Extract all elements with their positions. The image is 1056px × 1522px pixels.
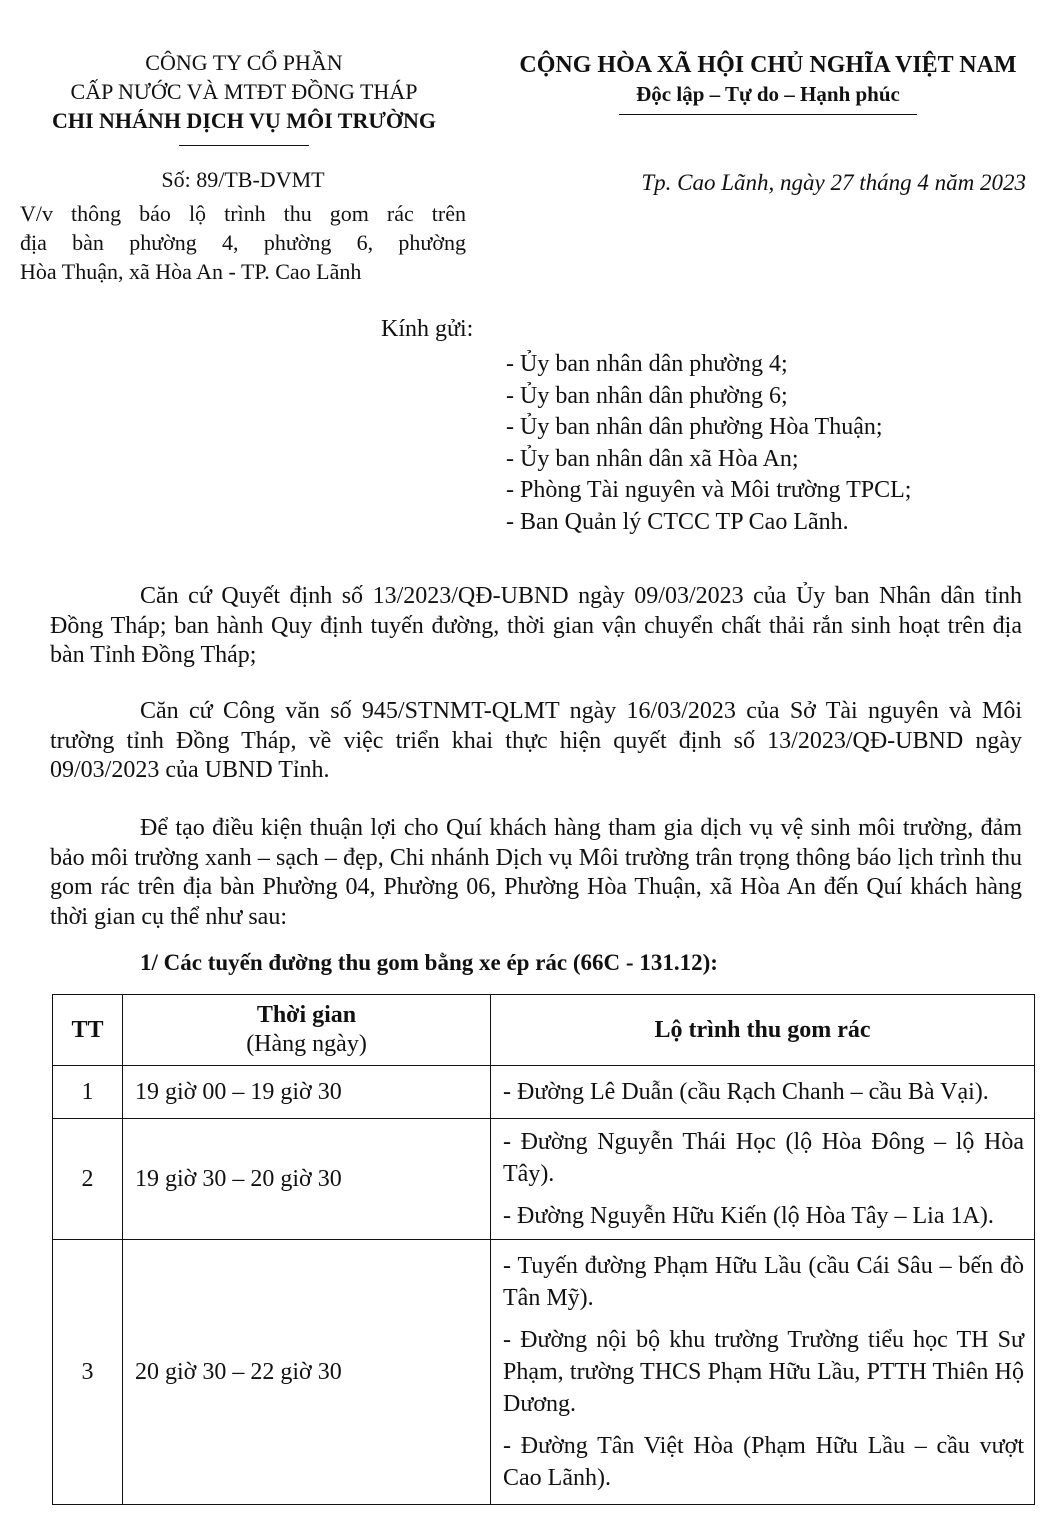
recipient-item: - Phòng Tài nguyên và Môi trường TPCL; <box>506 477 912 504</box>
company-name-line2: CẤP NƯỚC VÀ MTĐT ĐỒNG THÁP <box>70 79 418 104</box>
table-row <box>53 1240 1035 1505</box>
collection-route-table <box>52 994 1035 1505</box>
recipient-item: - Ủy ban nhân dân phường 6; <box>506 382 788 409</box>
table-header-row <box>53 995 1035 1066</box>
recipient-item: - Ủy ban nhân dân phường 4; <box>506 351 788 377</box>
national-motto: Độc lập – Tự do – Hạnh phúc <box>636 82 900 106</box>
row-route <box>491 1066 1035 1119</box>
row-number: 1 <box>53 1066 123 1119</box>
motto-underline <box>619 114 917 115</box>
row-time: 19 giờ 30 – 20 giờ 30 <box>123 1119 491 1240</box>
route-entry: - Đường nội bộ khu trường Trường tiểu học TH Sư Phạm, trường THCS Phạm Hữu Lầu, PTTH Thiên Hộ Dương. <box>503 1327 1024 1417</box>
route-entry: - Tuyến đường Phạm Hữu Lầu (cầu Cái Sâu – bến đò Tân Mỹ). <box>503 1253 1024 1311</box>
nation-name: CỘNG HÒA XÃ HỘI CHỦ NGHĨA VIỆT NAM <box>519 52 1017 78</box>
branch-name: CHI NHÁNH DỊCH VỤ MÔI TRƯỜNG <box>51 108 436 133</box>
body-paragraph: Để tạo điều kiện thuận lợi cho Quí khách hàng tham gia dịch vụ vệ sinh môi trường, đảm bảo môi trường xanh – sạch – đẹp, Chi nhánh Dịch vụ Môi trường trân trọng thông báo lịch trình thu gom rác trên địa bàn Phường 04, Phường 06, Phường Hòa Thuận, xã Hòa An đến Quí khách hàng thời gian cụ thể như sau: <box>50 815 1022 930</box>
row-route <box>491 1240 1035 1505</box>
recipient-item: - Ban Quản lý CTCC TP Cao Lãnh. <box>506 508 849 535</box>
table-row <box>53 1119 1035 1240</box>
route-entry: - Đường Nguyễn Thái Học (lộ Hòa Đông – lộ Hòa Tây). <box>503 1129 1024 1187</box>
subject-line: V/v thông báo lộ trình thu gom rác trên <box>20 201 466 226</box>
route-entry: - Đường Nguyễn Hữu Kiến (lộ Hòa Tây – Lia 1A). <box>503 1203 994 1229</box>
time-header-label: Thời gian <box>256 1002 357 1028</box>
recipient-item: - Ủy ban nhân dân xã Hòa An; <box>506 445 799 472</box>
body-paragraph: Căn cứ Quyết định số 13/2023/QĐ-UBND ngày 09/03/2023 của Ủy ban Nhân dân tỉnh Đồng Tháp; ban hành Quy định tuyến đường, thời gian vận chuyển chất thải rắn sinh hoạt trên địa bàn Tỉnh Đồng Tháp; <box>50 583 1022 668</box>
row-time: 20 giờ 30 – 22 giờ 30 <box>123 1240 491 1505</box>
table-row <box>53 1066 1035 1119</box>
route-entry: - Đường Tân Việt Hòa (Phạm Hữu Lầu – cầu vượt Cao Lãnh). <box>503 1433 1024 1491</box>
national-header <box>494 50 1042 115</box>
row-time: 19 giờ 00 – 19 giờ 30 <box>123 1066 491 1119</box>
column-header-route: Lộ trình thu gom rác <box>491 995 1035 1066</box>
time-header-sub: (Hàng ngày) <box>246 1031 367 1057</box>
body-paragraph: Căn cứ Công văn số 945/STNMT-QLMT ngày 16/03/2023 của Sở Tài nguyên và Môi trường tỉnh Đồng Tháp, về việc triển khai thực hiện quyết định số 13/2023/QĐ-UBND ngày 09/03/2023 của UBND Tỉnh. <box>50 698 1022 783</box>
document-subject <box>20 199 466 286</box>
subject-line: Hòa Thuận, xã Hòa An - TP. Cao Lãnh <box>20 259 362 284</box>
recipient-list <box>506 349 911 539</box>
place-and-date: Tp. Cao Lãnh, ngày 27 tháng 4 năm 2023 <box>641 170 1026 195</box>
route-entry: - Đường Lê Duẫn (cầu Rạch Chanh – cầu Bà Vại). <box>503 1079 989 1105</box>
section-title: 1/ Các tuyến đường thu gom bằng xe ép rác (66C - 131.12): <box>140 950 718 975</box>
row-number: 3 <box>53 1240 123 1505</box>
column-header-time <box>123 995 491 1066</box>
recipients-heading: Kính gửi: <box>381 316 474 342</box>
row-number: 2 <box>53 1119 123 1240</box>
row-route <box>491 1119 1035 1240</box>
document-number: Số: 89/TB-DVMT <box>161 167 325 192</box>
company-name-line1: CÔNG TY CỔ PHẦN <box>145 50 343 75</box>
recipient-item: - Ủy ban nhân dân phường Hòa Thuận; <box>506 414 883 441</box>
organization-header <box>18 48 470 146</box>
subject-line: địa bàn phường 4, phường 6, phường <box>20 230 466 255</box>
column-header-tt: TT <box>53 995 123 1066</box>
org-underline <box>179 145 309 146</box>
